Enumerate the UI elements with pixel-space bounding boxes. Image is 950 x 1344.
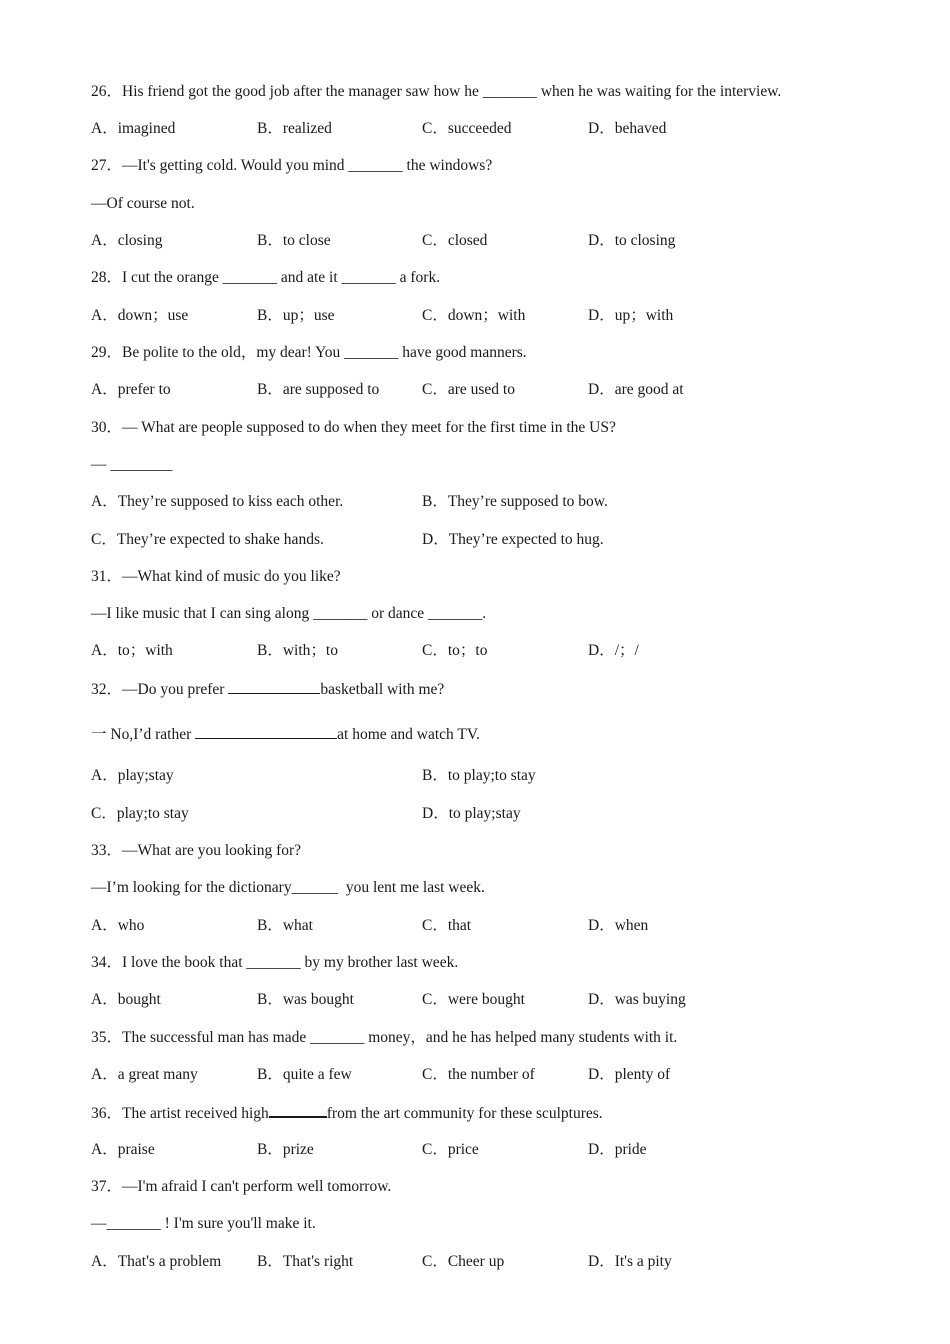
q35-option-b[interactable]: B．quite a few [257,1066,352,1083]
q29-option-a[interactable]: A．prefer to [91,381,171,398]
q36-option-a[interactable]: A．praise [91,1141,155,1158]
q37-option-a[interactable]: A．That's a problem [91,1253,222,1270]
q26-option-b[interactable]: B．realized [257,120,332,137]
q32-reply-end: at home and watch TV. [337,726,480,743]
q30-option-d[interactable]: D．They’re expected to hug. [422,531,604,548]
q36-option-b[interactable]: B．prize [257,1141,314,1158]
q28-option-a[interactable]: A．down；use [91,307,189,324]
q33-option-c[interactable]: C．that [422,917,472,934]
q29-option-b[interactable]: B．are supposed to [257,381,380,398]
question-26-stem: 26．His friend got the good job after the manager saw how he _______ when he was waiting for the interview. [91,83,782,100]
q34-option-d[interactable]: D．was buying [588,991,686,1008]
q37-option-b[interactable]: B．That's right [257,1253,354,1270]
q35-option-a[interactable]: A．a great many [91,1066,198,1083]
q32-option-a[interactable]: A．play;stay [91,767,174,784]
q27-option-a[interactable]: A．closing [91,232,163,249]
q32-stem-start: 32．—Do you prefer [91,681,229,698]
question-33-stem: 33．—What are you looking for? [91,842,302,859]
q31-option-c[interactable]: C．to；to [422,642,488,659]
q32-reply-start: 一 No,I’d rather [91,726,196,743]
q31-option-b[interactable]: B．with；to [257,642,338,659]
question-32-reply [91,724,480,745]
q33-option-b[interactable]: B．what [257,917,313,934]
q37-option-c[interactable]: C．Cheer up [422,1253,505,1270]
q36-stem-start: 36．The artist received high [91,1105,269,1122]
question-37-stem: 37．—I'm afraid I can't perform well tomorrow. [91,1178,392,1195]
q33-option-a[interactable]: A．who [91,917,145,934]
q27-option-b[interactable]: B．to close [257,232,331,249]
q36-option-c[interactable]: C．price [422,1141,479,1158]
q26-option-c[interactable]: C．succeeded [422,120,512,137]
q35-option-c[interactable]: C．the number of [422,1066,535,1083]
question-36-stem [91,1102,603,1124]
q28-option-b[interactable]: B．up；use [257,307,335,324]
q27-option-d[interactable]: D．to closing [588,232,676,249]
question-35-stem: 35．The successful man has made _______ money，and he has helped many students with it. [91,1029,678,1046]
question-37-reply: —_______ ! I'm sure you'll make it. [91,1215,316,1232]
question-30-stem: 30．— What are people supposed to do when they meet for the first time in the US? [91,419,616,436]
q29-option-c[interactable]: C．are used to [422,381,515,398]
question-32-stem [91,679,444,700]
question-33-reply: —I’m looking for the dictionary______ you lent me last week. [91,879,485,896]
q31-option-d[interactable]: D．/；/ [588,642,639,659]
question-31-stem: 31．—What kind of music do you like? [91,568,341,585]
q36-option-d[interactable]: D．pride [588,1141,647,1158]
q27-option-c[interactable]: C．closed [422,232,488,249]
question-34-stem: 34．I love the book that _______ by my brother last week. [91,954,459,971]
q33-option-d[interactable]: D．when [588,917,649,934]
q30-option-a[interactable]: A．They’re supposed to kiss each other. [91,493,344,510]
q37-option-d[interactable]: D．It's a pity [588,1253,672,1270]
q32-stem-end: basketball with me? [320,681,445,698]
q32-option-d[interactable]: D．to play;stay [422,805,521,822]
q32-option-c[interactable]: C．play;to stay [91,805,189,822]
q34-option-b[interactable]: B．was bought [257,991,354,1008]
q32-blank-2 [195,724,337,739]
question-27-stem: 27．—It's getting cold. Would you mind _______ the windows? [91,157,493,174]
q30-option-b[interactable]: B．They’re supposed to bow. [422,493,608,510]
question-31-reply: —I like music that I can sing along _______ or dance _______. [91,605,487,622]
q26-option-a[interactable]: A．imagined [91,120,176,137]
q30-option-c[interactable]: C．They’re expected to shake hands. [91,531,324,548]
question-27-reply: —Of course not. [91,195,195,212]
q28-option-c[interactable]: C．down；with [422,307,526,324]
q35-option-d[interactable]: D．plenty of [588,1066,671,1083]
q32-blank-1 [228,679,320,694]
q34-option-a[interactable]: A．bought [91,991,161,1008]
q26-option-d[interactable]: D．behaved [588,120,667,137]
q36-stem-end: from the art community for these sculptures. [326,1105,603,1122]
question-29-stem: 29．Be polite to the old，my dear! You _______ have good manners. [91,344,527,361]
q31-option-a[interactable]: A．to；with [91,642,173,659]
q29-option-d[interactable]: D．are good at [588,381,684,398]
q28-option-d[interactable]: D．up；with [588,307,674,324]
question-28-stem: 28．I cut the orange _______ and ate it _______ a fork. [91,269,441,286]
q36-blank [269,1102,327,1118]
q34-option-c[interactable]: C．were bought [422,991,525,1008]
q32-option-b[interactable]: B．to play;to stay [422,767,536,784]
question-30-reply: — ________ [91,456,173,473]
